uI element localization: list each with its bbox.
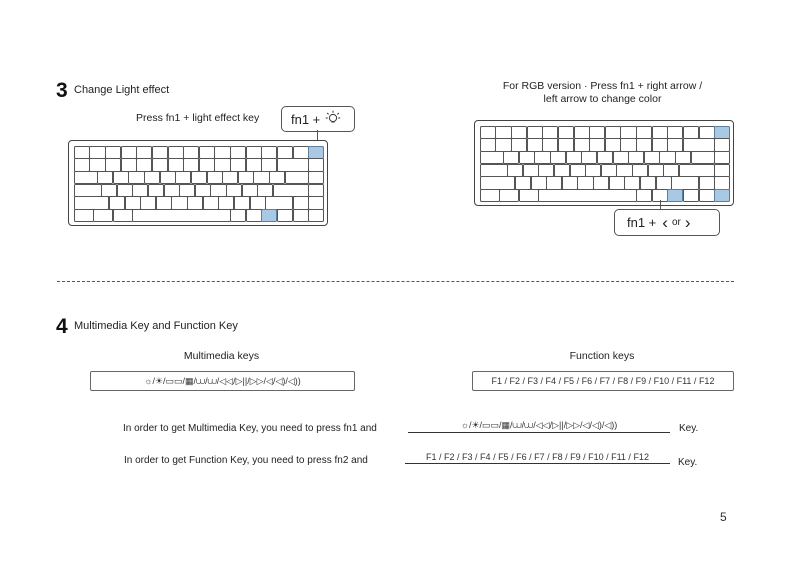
keyboard-key [89, 158, 105, 171]
keyboard-key [566, 151, 582, 164]
multimedia-keys-box: ☼/☀/▭▭/▦/⩊/⩊/◁◁/▷||/▷▷/◁/◁)/◁)) [90, 371, 355, 391]
keyboard-key [667, 138, 683, 151]
keyboard-key [74, 158, 90, 171]
keyboard-key [589, 126, 605, 139]
keyboard-key [308, 209, 324, 222]
keyboard-key [507, 164, 523, 177]
keyboard-key [511, 126, 527, 139]
keyboard-key [125, 196, 141, 209]
section-divider [57, 281, 734, 282]
keyboard-key [480, 189, 500, 202]
keyboard-key [480, 176, 516, 189]
keyboard-key [308, 158, 324, 171]
callout-fn1-text: fn1 + [291, 111, 321, 127]
keyboard-key [109, 196, 125, 209]
keyboard-key [683, 138, 715, 151]
keyboard-key [570, 164, 586, 177]
keyboard-key [218, 196, 234, 209]
keyboard-key [308, 196, 324, 209]
keyboard-key [511, 138, 527, 151]
function-sentence-keys: F1 / F2 / F3 / F4 / F5 / F6 / F7 / F8 / F9 / F10 / F11 / F12 [405, 452, 670, 464]
rgb-color-callout [614, 209, 720, 236]
keyboard-key [616, 164, 632, 177]
keyboard-key [226, 184, 242, 197]
multimedia-sentence: In order to get Multimedia Key, you need to press fn1 and [123, 423, 377, 434]
keyboard-key [183, 146, 199, 159]
left-arrow-icon: ‹ [662, 212, 668, 232]
keyboard-key [624, 176, 640, 189]
keyboard-key [160, 171, 176, 184]
keyboard-key [683, 126, 699, 139]
keyboard-key [691, 151, 715, 164]
keyboard-right [474, 120, 734, 206]
keyboard-key [605, 126, 621, 139]
keyboard-key [246, 146, 262, 159]
keyboard-key [136, 158, 152, 171]
keyboard-key [210, 184, 226, 197]
keyboard-key [714, 151, 730, 164]
keyboard-key [195, 184, 211, 197]
keyboard-key [659, 151, 675, 164]
keyboard-key [152, 158, 168, 171]
highlighted-key [667, 189, 683, 202]
highlighted-key [714, 189, 730, 202]
keyboard-key [499, 189, 519, 202]
keyboard-key [534, 151, 550, 164]
keyboard-key [105, 146, 121, 159]
keyboard-key [152, 146, 168, 159]
keyboard-key [207, 171, 223, 184]
keyboard-key [74, 196, 110, 209]
keyboard-key [250, 196, 266, 209]
keyboard-key [577, 176, 593, 189]
keyboard-key [527, 138, 543, 151]
keyboard-key [558, 138, 574, 151]
keyboard-key [574, 138, 590, 151]
keyboard-key [230, 158, 246, 171]
keyboard-key [113, 209, 133, 222]
keyboard-key [714, 164, 730, 177]
keyboard-key [132, 209, 230, 222]
keyboard-key [230, 209, 246, 222]
keyboard-key [238, 171, 254, 184]
keyboard-key [261, 146, 277, 159]
callout-or-text: or [671, 217, 681, 228]
keyboard-key [546, 176, 562, 189]
keyboard-key [97, 171, 113, 184]
keyboard-key [293, 196, 309, 209]
keyboard-key [495, 138, 511, 151]
light-effect-callout [281, 106, 355, 132]
keyboard-key [620, 138, 636, 151]
keyboard-key [636, 138, 652, 151]
function-keys-heading: Function keys [569, 350, 635, 362]
keyboard-key [293, 209, 309, 222]
callout-fn1-prefix: fn1 + [627, 215, 657, 230]
keyboard-key [663, 164, 679, 177]
keyboard-key [74, 146, 90, 159]
keyboard-key [495, 126, 511, 139]
keyboard-key [121, 146, 137, 159]
keyboard-key [265, 196, 293, 209]
keyboard-key [542, 126, 558, 139]
keyboard-key [699, 126, 715, 139]
keyboard-key [179, 184, 195, 197]
keyboard-key [308, 171, 324, 184]
keyboard-key [679, 164, 715, 177]
highlighted-key [714, 126, 730, 139]
keyboard-key [519, 151, 535, 164]
keyboard-key [136, 146, 152, 159]
keyboard-key [277, 158, 309, 171]
keyboard-key [164, 184, 180, 197]
keyboard-key [601, 164, 617, 177]
keyboard-key [644, 151, 660, 164]
keyboard-key [699, 176, 715, 189]
keyboard-key [562, 176, 578, 189]
highlighted-key [308, 146, 324, 159]
page-number: 5 [720, 510, 727, 524]
keyboard-key [527, 126, 543, 139]
keyboard-key [128, 171, 144, 184]
keyboard-key [515, 176, 531, 189]
keyboard-key [93, 209, 113, 222]
keyboard-key [652, 138, 668, 151]
keyboard-key [628, 151, 644, 164]
keyboard-key [187, 196, 203, 209]
keyboard-left [68, 140, 328, 226]
keyboard-key [199, 146, 215, 159]
light-bulb-icon [325, 110, 341, 129]
keyboard-key [538, 164, 554, 177]
keyboard-key [519, 189, 539, 202]
keyboard-key [667, 126, 683, 139]
keyboard-key [714, 138, 730, 151]
step-number-4: 4 [56, 315, 68, 338]
keyboard-key [585, 164, 601, 177]
multimedia-sentence-keys: ☼/☀/▭▭/▦/⩊/⩊/◁◁/▷||/▷▷/◁/◁)/◁)) [408, 420, 670, 433]
keyboard-key [285, 171, 309, 184]
keyboard-key [203, 196, 219, 209]
keyboard-key [144, 171, 160, 184]
keyboard-key [671, 176, 699, 189]
keyboard-key [542, 138, 558, 151]
keyboard-key [183, 158, 199, 171]
keyboard-key [480, 138, 496, 151]
keyboard-key [503, 151, 519, 164]
keyboard-key [714, 176, 730, 189]
keyboard-key [308, 184, 324, 197]
keyboard-key [273, 184, 309, 197]
keyboard-key [554, 164, 570, 177]
keyboard-key [156, 196, 172, 209]
keyboard-key [636, 189, 652, 202]
section-title-multimedia-function: Multimedia Key and Function Key [74, 320, 238, 332]
keyboard-key [558, 126, 574, 139]
keyboard-key [222, 171, 238, 184]
keyboard-key [593, 176, 609, 189]
keyboard-key [74, 171, 98, 184]
keyboard-key [148, 184, 164, 197]
keyboard-key [230, 146, 246, 159]
keyboard-key [101, 184, 117, 197]
keyboard-key [531, 176, 547, 189]
keyboard-key [269, 171, 285, 184]
keyboard-key [550, 151, 566, 164]
keyboard-key [175, 171, 191, 184]
keyboard-key [640, 176, 656, 189]
keyboard-key [121, 158, 137, 171]
keyboard-key [523, 164, 539, 177]
keyboard-key [538, 189, 636, 202]
right-instruction-line1: For RGB version · Press fn1 + right arrow / [502, 80, 703, 92]
keyboard-key [597, 151, 613, 164]
function-sentence: In order to get Function Key, you need to press fn2 and [124, 455, 368, 466]
keyboard-key [609, 176, 625, 189]
keyboard-key [261, 158, 277, 171]
keyboard-key [620, 126, 636, 139]
multimedia-sentence-suffix: Key. [679, 423, 699, 434]
keyboard-key [234, 196, 250, 209]
keyboard-key [277, 146, 293, 159]
keyboard-key [480, 126, 496, 139]
right-instruction-line2: left arrow to change color [543, 93, 662, 105]
keyboard-key [652, 126, 668, 139]
keyboard-key [277, 209, 293, 222]
section-title-change-light-effect: Change Light effect [74, 84, 170, 96]
keyboard-key [191, 171, 207, 184]
keyboard-key [242, 184, 258, 197]
keyboard-key [89, 146, 105, 159]
keyboard-key [140, 196, 156, 209]
function-keys-box: F1 / F2 / F3 / F4 / F5 / F6 / F7 / F8 / F9 / F10 / F11 / F12 [472, 371, 734, 391]
keyboard-key [581, 151, 597, 164]
keyboard-key [480, 164, 508, 177]
keyboard-key [74, 184, 102, 197]
function-sentence-suffix: Key. [678, 457, 698, 468]
right-arrow-icon: › [684, 212, 691, 232]
keyboard-key [293, 146, 309, 159]
keyboard-key [171, 196, 187, 209]
keyboard-key [113, 171, 129, 184]
multimedia-keys-heading: Multimedia keys [183, 350, 260, 362]
left-instruction: Press fn1 + light effect key [136, 112, 260, 124]
keyboard-key [480, 151, 504, 164]
keyboard-key [168, 158, 184, 171]
keyboard-key [74, 209, 94, 222]
keyboard-key [214, 146, 230, 159]
keyboard-key [257, 184, 273, 197]
keyboard-key [605, 138, 621, 151]
highlighted-key [261, 209, 277, 222]
keyboard-key [117, 184, 133, 197]
keyboard-key [648, 164, 664, 177]
keyboard-key [253, 171, 269, 184]
keyboard-key [632, 164, 648, 177]
keyboard-key [699, 189, 715, 202]
keyboard-key [656, 176, 672, 189]
keyboard-key [199, 158, 215, 171]
keyboard-key [168, 146, 184, 159]
keyboard-key [683, 189, 699, 202]
keyboard-key [105, 158, 121, 171]
step-number-3: 3 [56, 79, 68, 102]
keyboard-key [574, 126, 590, 139]
keyboard-key [132, 184, 148, 197]
keyboard-key [246, 209, 262, 222]
keyboard-key [675, 151, 691, 164]
keyboard-key [636, 126, 652, 139]
keyboard-key [214, 158, 230, 171]
keyboard-key [613, 151, 629, 164]
keyboard-key [246, 158, 262, 171]
keyboard-key [589, 138, 605, 151]
